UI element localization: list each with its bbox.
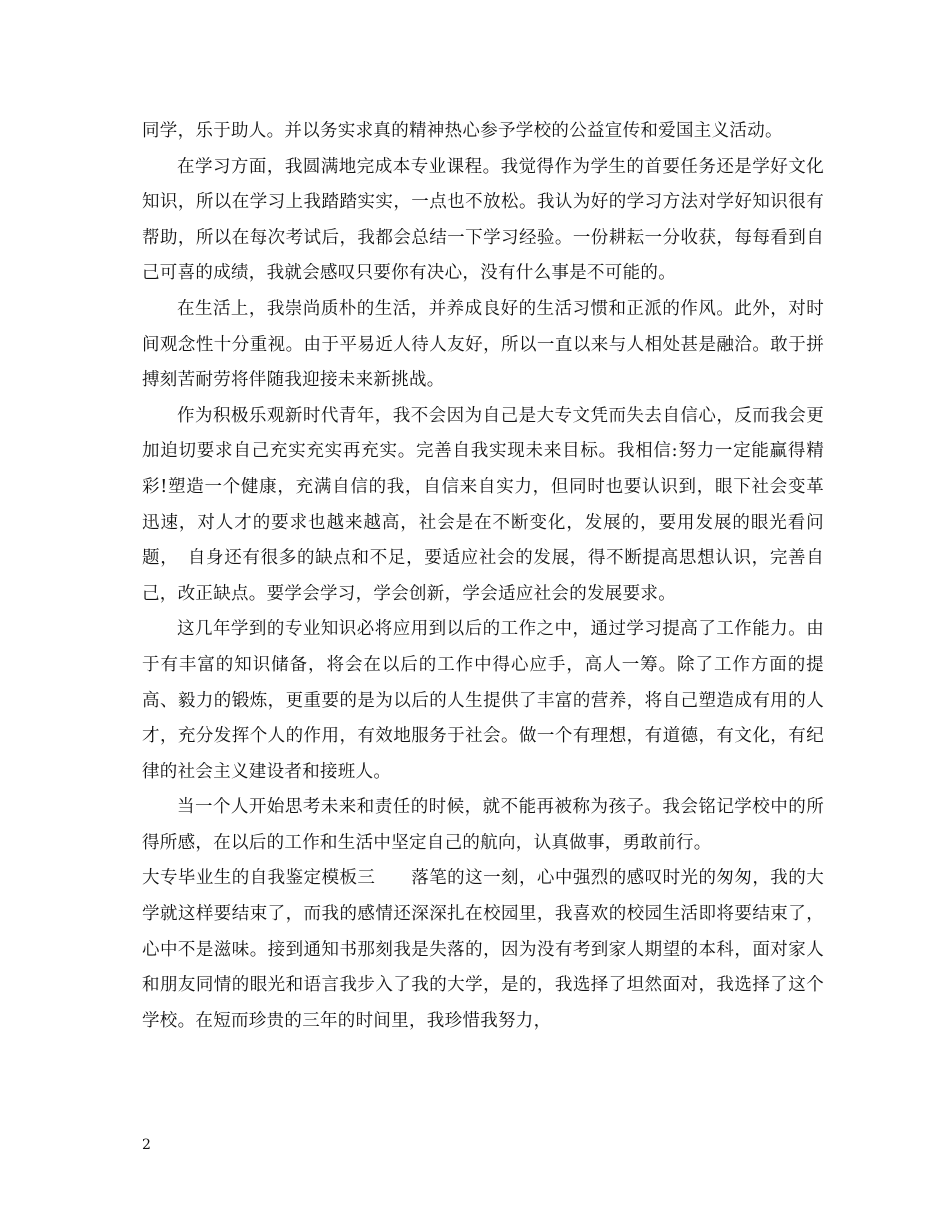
paragraph-4: 作为积极乐观新时代青年，我不会因为自己是大专文凭而失去自信心，反而我会更加迫切要求自己充实充实再充实。完善自我实现未来目标。我相信:努力一定能赢得精彩!塑造一个健康，充满自信的我，自信来自实力，但同时也要认识到，眼下社会变革迅速，对人才的要求也越来越高，社会是在不断变化，发展的，要用发展的眼光看问题， 自身还有很多的缺点和不足，要适应社会的发展，得不断提高思想认识，完善自己，改正缺点。要学会学习，学会创新，学会适应社会的发展要求。: [142, 405, 824, 604]
paragraph-1: 同学，乐于助人。并以务实求真的精神热心参予学校的公益宣传和爱国主义活动。: [142, 121, 783, 141]
paragraph-7: 大专毕业生的自我鉴定模板三 落笔的这一刻，心中强烈的感叹时光的匆匆，我的大学就这样要结束了，而我的感情还深深扎在校园里，我喜欢的校园生活即将要结束了，心中不是滋味。接到通知书那刻我是失落的，因为没有考到家人期望的本科，面对家人和朋友同情的眼光和语言我步入了我的大学，是的，我选择了坦然面对，我选择了这个学校。在短而珍贵的三年的时间里，我珍惜我努力，: [142, 868, 824, 1031]
paragraph-2: 在学习方面，我圆满地完成本专业课程。我觉得作为学生的首要任务还是学好文化知识，所以在学习上我踏踏实实，一点也不放松。我认为好的学习方法对学好知识很有帮助，所以在每次考试后，我都会总结一下学习经验。一份耕耘一分收获，每每看到自己可喜的成绩，我就会感叹只要你有决心，没有什么事是不可能的。: [142, 156, 824, 284]
page-number: 2: [142, 1137, 151, 1153]
paragraph-5: 这几年学到的专业知识必将应用到以后的工作之中，通过学习提高了工作能力。由于有丰富的知识储备，将会在以后的工作中得心应手，高人一筹。除了工作方面的提高、毅力的锻炼，更重要的是为以后的人生提供了丰富的营养，将自己塑造成有用的人才，充分发挥个人的作用，有效地服务于社会。做一个有理想，有道德，有文化，有纪律的社会主义建设者和接班人。: [142, 619, 824, 782]
paragraph-6: 当一个人开始思考未来和责任的时候，就不能再被称为孩子。我会铭记学校中的所得所感，在以后的工作和生活中坚定自己的航向，认真做事，勇敢前行。: [142, 797, 824, 853]
document-body: [142, 114, 824, 1039]
paragraph-3: 在生活上，我崇尚质朴的生活，并养成良好的生活习惯和正派的作风。此外，对时间观念性十分重视。由于平易近人待人友好，所以一直以来与人相处甚是融洽。敢于拼搏刻苦耐劳将伴随我迎接未来新挑战。: [142, 298, 824, 391]
